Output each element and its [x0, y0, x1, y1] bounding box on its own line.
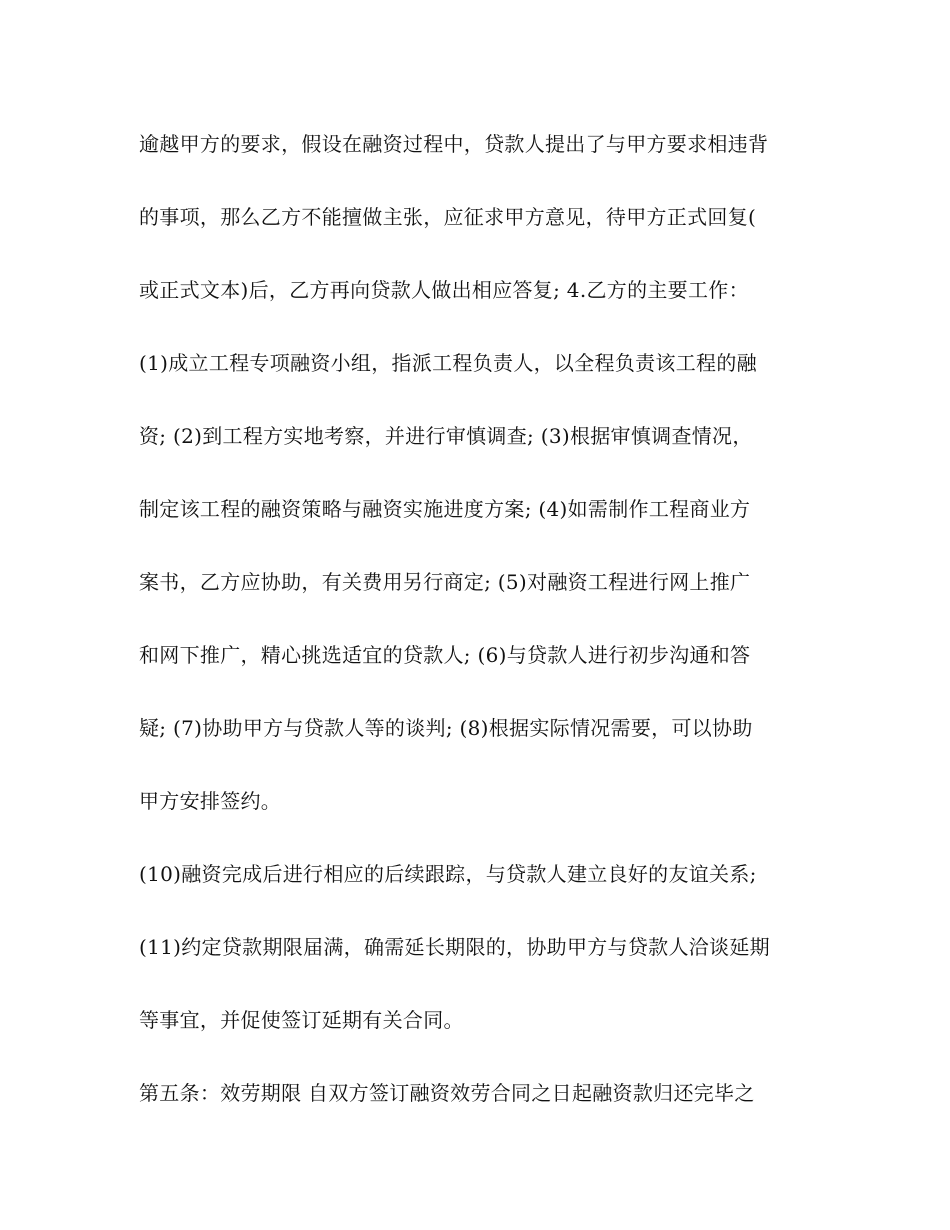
- text-line: 或正式文本)后，乙方再向贷款人做出相应答复; 4.乙方的主要工作：: [139, 278, 749, 302]
- text-line: 和网下推广，精心挑选适宜的贷款人; (6)与贷款人进行初步沟通和答: [139, 643, 751, 667]
- text-line: 等事宜，并促使签订延期有关合同。: [139, 1008, 464, 1032]
- text-line: 疑; (7)协助甲方与贷款人等的谈判; (8)根据实际情况需要，可以协助: [139, 716, 753, 740]
- text-line: 甲方安排签约。: [139, 789, 282, 813]
- text-line: 的事项，那么乙方不能擅做主张，应征求甲方意见，待甲方正式回复(: [139, 205, 757, 229]
- text-line: 第五条：效劳期限 自双方签订融资效劳合同之日起融资款归还完毕之: [139, 1081, 755, 1105]
- text-line: (1)成立工程专项融资小组，指派工程负责人，以全程负责该工程的融: [139, 351, 757, 375]
- text-line: 逾越甲方的要求，假设在融资过程中，贷款人提出了与甲方要求相违背: [139, 132, 769, 156]
- text-line: 制定该工程的融资策略与融资实施进度方案; (4)如需制作工程商业方: [139, 497, 751, 521]
- text-line: (10)融资完成后进行相应的后续跟踪，与贷款人建立良好的友谊关系;: [139, 862, 757, 886]
- text-line: 资; (2)到工程方实地考察，并进行审慎调查; (3)根据审慎调查情况，: [139, 424, 753, 448]
- text-line: (11)约定贷款期限届满，确需延长期限的，协助甲方与贷款人洽谈延期: [139, 935, 770, 959]
- text-line: 案书，乙方应协助，有关费用另行商定; (5)对融资工程进行网上推广: [139, 570, 751, 594]
